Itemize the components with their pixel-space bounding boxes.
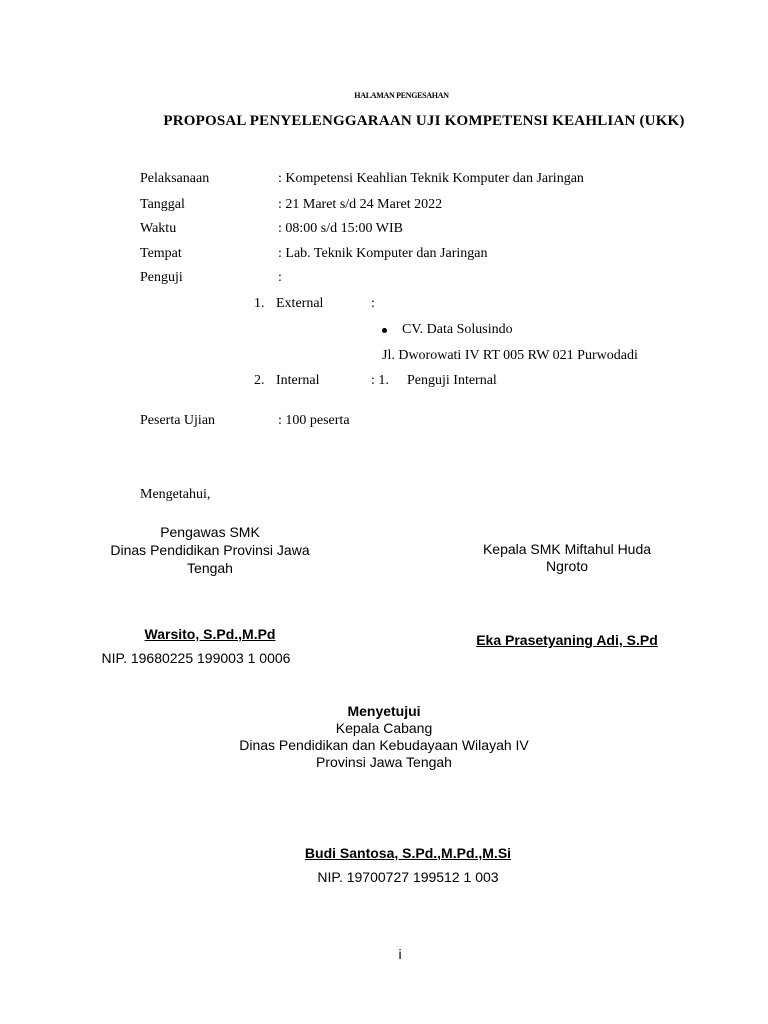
left-signer-nip: NIP. 19680225 199003 1 0006 — [101, 650, 291, 666]
approval-heading: Menyetujui — [347, 703, 421, 719]
page-title: PROPOSAL PENYELENGGARAAN UJI KOMPETENSI KEAHLIAN (UKK) — [163, 113, 685, 129]
waktu-value: : 08:00 s/d 15:00 WIB — [278, 221, 403, 236]
waktu-label: Waktu — [140, 221, 177, 236]
peserta-label: Peserta Ujian — [140, 413, 216, 428]
external-number: 1. — [254, 296, 265, 311]
right-signer-name: Eka Prasetyaning Adi, S.Pd — [476, 632, 658, 648]
page-number: i — [398, 946, 402, 962]
right-role-line1: Kepala SMK Miftahul Huda — [482, 541, 652, 557]
pelaksanaan-value: : Kompetensi Keahlian Teknik Komputer dan Jaringan — [278, 171, 584, 186]
tempat-label: Tempat — [140, 246, 182, 261]
approval-signer-name: Budi Santosa, S.Pd.,M.Pd.,M.Si — [304, 845, 512, 861]
page-kicker: HALAMAN PENGESAHAN — [354, 91, 449, 100]
left-role-line3: Tengah — [187, 560, 233, 576]
left-role-line2: Dinas Pendidikan Provinsi Jawa — [110, 542, 310, 558]
internal-colon: : 1. — [371, 373, 389, 388]
approval-line1: Kepala Cabang — [335, 720, 433, 736]
penguji-label: Penguji — [140, 270, 183, 285]
pelaksanaan-label: Pelaksanaan — [140, 171, 210, 186]
left-role-line1: Pengawas SMK — [160, 524, 260, 540]
internal-value: Penguji Internal — [407, 373, 497, 388]
external-colon: : — [371, 296, 375, 311]
internal-number: 2. — [254, 373, 265, 388]
right-role-line2: Ngroto — [545, 558, 589, 574]
left-signer-name: Warsito, S.Pd.,M.Pd — [144, 626, 276, 642]
approval-line3: Provinsi Jawa Tengah — [316, 754, 452, 770]
internal-label: Internal — [276, 373, 320, 388]
external-company: CV. Data Solusindo — [402, 322, 513, 337]
external-label: External — [276, 296, 324, 311]
peserta-value: : 100 peserta — [278, 413, 350, 428]
external-address: Jl. Dworowati IV RT 005 RW 021 Purwodadi — [382, 348, 638, 363]
approval-line2: Dinas Pendidikan dan Kebudayaan Wilayah IV — [239, 737, 529, 753]
tanggal-value: : 21 Maret s/d 24 Maret 2022 — [278, 197, 443, 212]
tanggal-label: Tanggal — [140, 197, 185, 212]
approval-signer-nip: NIP. 19700727 199512 1 003 — [317, 869, 499, 885]
tempat-value: : Lab. Teknik Komputer dan Jaringan — [278, 246, 488, 261]
mengetahui-label: Mengetahui, — [140, 487, 211, 502]
bullet-icon — [382, 328, 387, 333]
penguji-value: : — [278, 270, 282, 285]
